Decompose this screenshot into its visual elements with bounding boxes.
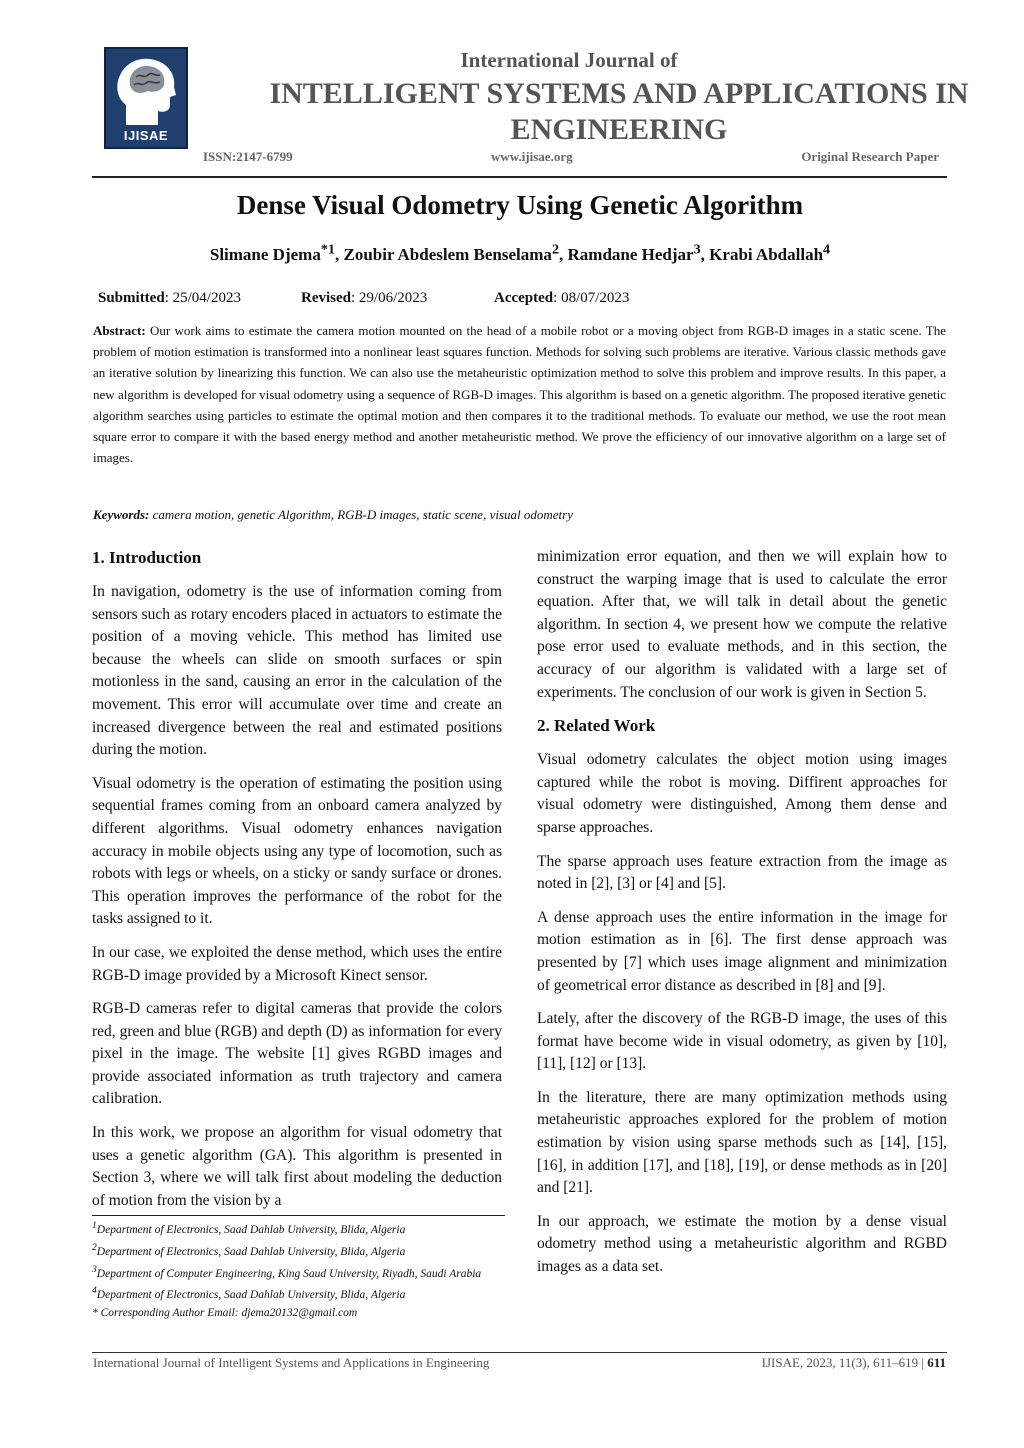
footnote: $^2$Department of Electronics, Saad Dahlab University, Blida, Algeria bbox=[92, 1241, 406, 1258]
footer-journal: International Journal of Intelligent Systems and Applications in Engineering bbox=[93, 1355, 490, 1370]
footnote: $^3$Department of Computer Engineering, King Saud University, Riyadh, Saudi Arabia bbox=[92, 1263, 482, 1280]
paragraph: In navigation, odometry is the use of information coming from sensors such as rotary encoders placed in actuators to estimate the position of a moving vehicle. This method has limited use because the wheels can slide on smooth surfaces or spin motionless in the sand, causing an error in the calculation of the movement. This error will accumulate over time and create an increased divergence between the real and estimated positions during the motion. bbox=[92, 583, 502, 759]
abstract-label: Abstract: bbox=[93, 323, 146, 338]
paragraph: A dense approach uses the entire information in the image for motion estimation as in [6]. The first dense approach was presented by [7] which uses image alignment and minimization of geometrical error distance as described in [8] and [9]. bbox=[537, 908, 947, 994]
right-column bbox=[537, 546, 947, 1290]
paragraph: RGB-D cameras refer to digital cameras that provide the colors red, green and blue (RGB) and depth (D) as information for every pixel in the image. The website [1] gives RGBD images and provide associated information as truth trajectory and camera calibration. bbox=[92, 1000, 502, 1108]
revised-date: Revised: 29/06/2023 bbox=[301, 290, 428, 306]
paragraph: In the literature, there are many optimization methods using metaheuristic approaches explored for the problem of motion estimation by vision using sparse methods such as [14], [15], [16], in addition [17], and [18], [19], or dense methods as in [20] and [21]. bbox=[537, 1088, 947, 1197]
footer-rule bbox=[92, 1352, 947, 1353]
section-heading-introduction: 1. Introduction bbox=[92, 548, 202, 567]
footnote: $^4$Department of Electronics, Saad Dahlab University, Blida, Algeria bbox=[92, 1285, 406, 1302]
paragraph: Lately, after the discovery of the RGB-D image, the uses of this format have become wide in visual odometry, as given by [10], [11], [12] or [13]. bbox=[537, 1010, 947, 1073]
paragraph: In our approach, we estimate the motion by a dense visual odometry method using a metaheuristic algorithm and RGBD images as a data set. bbox=[537, 1212, 947, 1276]
author: Zoubir Abdeslem Benselama$^2$, bbox=[343, 241, 568, 264]
submitted-date: Submitted: 25/04/2023 bbox=[98, 290, 241, 306]
journal-of: International Journal of bbox=[460, 48, 678, 72]
left-column bbox=[92, 547, 502, 1211]
website-link[interactable]: www.ijisae.org bbox=[491, 149, 573, 164]
author-list bbox=[0, 241, 1024, 265]
logo-text: IJISAE bbox=[123, 128, 169, 143]
paragraph: Visual odometry is the operation of estimating the position using sequential frames coming from an onboard camera analyzed by different algorithms. Visual odometry enhances navigation accuracy in mobile objects using any type of locomotion, such as robots with legs or wheels, on a sticky or sandy surface or drones. This operation improves the performance of the robot for the tasks assigned to it. bbox=[92, 774, 502, 928]
author: Slimane Djema$^{*1}$, bbox=[209, 241, 344, 264]
header-rule bbox=[92, 176, 947, 178]
paragraph: In this work, we propose an algorithm for visual odometry that uses a genetic algorithm (GA). This algorithm is presented in Section 3, where we will talk first about modeling the deduction of motion from the vision by a bbox=[92, 1124, 502, 1209]
footer-citation: IJISAE, 2023, 11(3), 611–619 | 611 bbox=[761, 1355, 946, 1370]
accepted-date: Accepted: 08/07/2023 bbox=[494, 290, 630, 306]
paper-title: Dense Visual Odometry Using Genetic Algorithm bbox=[236, 190, 804, 220]
footnote-rule bbox=[92, 1215, 505, 1216]
author: Krabi Abdallah$^4$ bbox=[709, 241, 831, 264]
abstract-text: Our work aims to estimate the camera motion mounted on the head of a mobile robot or a moving object from RGB-D images in a static scene. The problem of motion estimation is transformed into a nonlinear least squares function. Methods for solving such problems are iterative. Various classic methods gave an iterative solution by linearizing this function. We can also use the metaheuristic optimization method to solve this problem and improve results. In this paper, a new algorithm is developed for visual odometry using a sequence of RGB-D images. This algorithm is based on a genetic algorithm. The proposed iterative genetic algorithm searches using particles to estimate the optimal motion and then compares it to the traditional methods. To evaluate our method, we use the root mean square error to compare it with the based energy method and another metaheuristic method. We prove the efficiency of our innovative algorithm on a large set of images. bbox=[93, 323, 946, 466]
footnotes bbox=[92, 1217, 505, 1322]
abstract bbox=[93, 320, 946, 468]
page-number: 611 bbox=[927, 1355, 946, 1370]
paper-type: Original Research Paper bbox=[801, 149, 939, 164]
paragraph: Visual odometry calculates the object motion using images captured while the robot is moving. Diffirent approaches for visual odometry were distinguished, Among them dense and sparse approaches. bbox=[537, 751, 947, 836]
footnote-corresponding-author: * Corresponding Author Email: djema20132@gmail.com bbox=[92, 1307, 358, 1320]
footnote: $^1$Department of Electronics, Saad Dahlab University, Blida, Algeria bbox=[92, 1220, 406, 1236]
section-heading-related-work: 2. Related Work bbox=[537, 716, 656, 736]
author: Ramdane Hedjar$^3$, bbox=[567, 241, 710, 264]
journal-title: INTELLIGENT SYSTEMS AND APPLICATIONS IN ENGINEERING bbox=[269, 77, 969, 146]
keywords-label: Keywords bbox=[93, 507, 145, 522]
paragraph: minimization error equation, and then we will explain how to construct the warping image that is used to calculate the error equation. After that, we will talk in detail about the genetic algorithm. In section 4, we present how we compute the relative pose error used to evaluate methods, and in this section, the accuracy of our algorithm is validated with a large set of experiments. The conclusion of our work is given in Section 5. bbox=[537, 548, 947, 701]
keywords: Keywords: camera motion, genetic Algorithm, RGB-D images, static scene, visual odometry bbox=[93, 507, 573, 522]
issn: ISSN:2147-6799 bbox=[203, 149, 293, 164]
paragraph: In our case, we exploited the dense method, which uses the entire RGB-D image provided by a Microsoft Kinect sensor. bbox=[92, 943, 502, 984]
paragraph: The sparse approach uses feature extraction from the image as noted in [2], [3] or [4] and [5]. bbox=[537, 852, 947, 893]
keywords-text: camera motion, genetic Algorithm, RGB-D images, static scene, visual odometry bbox=[152, 507, 573, 522]
